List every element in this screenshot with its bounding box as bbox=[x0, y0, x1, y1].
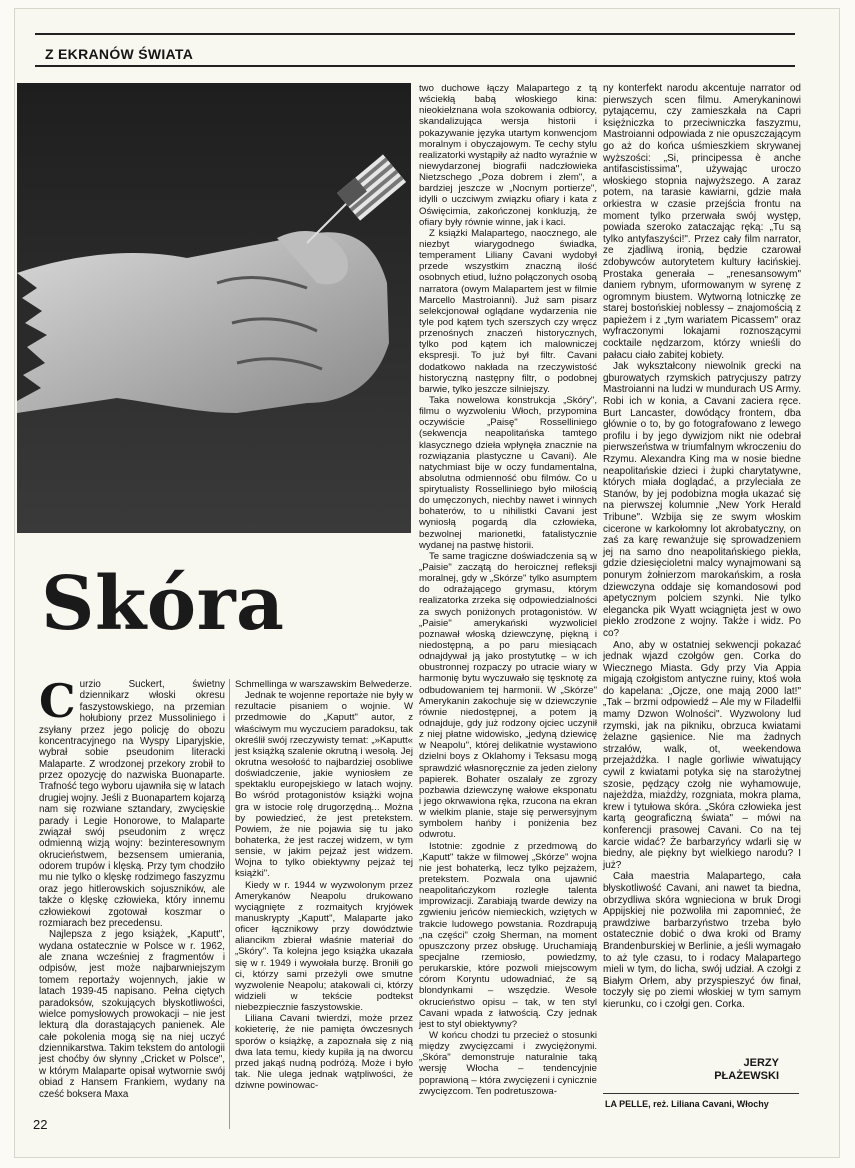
paragraph: Z książki Malapartego, naocznego, ale niezbyt wiarygodnego świadka, temperament Liliany Cavani wydobył przede wszystkim znaczną ilość osobnych etiud, luźno połączonych osobą narratora (owym Malapartem jest w filmie Marcello Mastroianni). Już sam pisarz selekcjonował oglądane wydarzenia nie tyle pod kątem tych szerszych czy wręcz przenośnych znaczeń historycznych, tylko pod kątem ich malowniczej ekspresji. To już był filtr. Cavani dodatkowo nakłada na rzeczywistość historyczną następny filtr, o podobnej barwie, tylko jeszcze silniejszy. bbox=[419, 227, 597, 395]
column-divider bbox=[229, 679, 230, 1129]
paragraph: Najlepsza z jego książek, „Kaputt", wydana ostatecznie w Polsce w r. 1962, ale znana wcześniej z fragmentów i odpisów, jest może najbarwniejszym tomem reportaży wojennych, jakie w latach 1939-45 napisano. Pełna ciętych paradoksów, szokujących błyskotliwości, wielce pomysłowych prowokacji – nie jest lekturą dla dorastających panienek. Ale całe pokolenia mogą się na niej uczyć dziennikarstwa. Takim tekstem do antologii jest choćby ów słynny „Cricket w Polsce", w którym Malaparte opisał wytwornie swój obiad z Hansem Frankiem, wydany na cześć boksera Maxa bbox=[39, 929, 225, 1100]
paragraph: Istotnie: zgodnie z przedmową do „Kaputt" także w filmowej „Skórze" wojna nie jest bohaterką, lecz tylko pejzażem, pretekstem. Pozwala ona ujawnić neapolitańczykom rozległe talenta improwizacji. Zarabiają twarde dewizy na zgwieniu jeńców niemieckich, wziętych w trakcie ludowego powstania. Rozdrapują „na części" czołg Sherman, na moment opuszczony przez obsługę. Uruchamiają specjalne rzemiosło, powiedzmy, perukarskie, które pozwoli miejscowym córom Koryntu udowadniać, że są blondynkami – wszędzie. Wesołe okrucieństwo opisu – tak, w ten styl Cavani wpada z łatwością. Czy jednak jest to styl obiektywny? bbox=[419, 840, 597, 1030]
paragraph: Curzio Suckert, świetny dziennikarz włoski okresu faszystowskiego, na przemian hołubiony przez Mussoliniego i zsyłany przez jego policję do obozu koncentracyjnego na Wyspy Liparyjskie, wybrał sobie pseudonim literacki Malaparte. Z wrodzonej przekory zrobił to przez opozycję do nazwiska Buonaparte. Trafność tego wyboru ujawniła się w latach drugiej wojny. Jeśli z Buonapartem kojarzą nam się rozwiane sztandary, zwycięskie parady i Legie Honorowe, to Malaparte związał swój pseudonim z wręcz odmienną wizją wojny: bezinteresownym okrucieństwem, bezsensem umierania, odorem trupów i klęską. Przy tym chodziło mu nie tylko o klęskę rodzimego faszyzmu oraz jego hitlerowskich sojuszników, ale także o klęskę człowieka, który innemu człowiekowi zgotował koszmar o rozmiarach bez precedensu. bbox=[39, 674, 225, 929]
magazine-page bbox=[14, 8, 840, 1158]
paragraph: Kiedy w r. 1944 w wyzwolonym przez Amerykanów Neapolu drukowano wyciągnięte z rozmaitych kryjówek manuskrypty „Kaputt", Malaparte jako oficer łącznikowy przy dowództwie aliancikm zbierał właśnie materiał do „Skóry". Ta kolejna jego książka ukazała się w r. 1949 i wywołała burzę. Broniłi go ci, którzy sami przeżyli owe smutne wyzwolenie Neapolu; atakowali ci, którzy widzieli w tekście podtekst niebezpiecznie faszystowskie. bbox=[235, 879, 413, 1014]
author-byline: JERZY PŁAŻEWSKI bbox=[714, 1057, 779, 1082]
photo-caption: LA PELLE, reż. Liliana Cavani, Włochy bbox=[605, 1099, 769, 1109]
article-column-3 bbox=[419, 83, 597, 1097]
article-column-1 bbox=[39, 674, 225, 1100]
paragraph: Ano, aby w ostatniej sekwencji pokazać jednak wjazd czołgów gen. Corka do Wiecznego Miasta. Gdy przy Via Appia migają czołgistom antyczne ruiny, ktoś woła do kapelana: „Ojcze, one mają 2000 lat!" „Tak – brzmi odpowiedź – Ale my w Filadelfii mamy Dzwon Wolności". Wyzwolony lud rzymski, jak na pikniku, obrzuca kwiatami żelazne gąsienice. Nie ma żadnych strzałów, walk, ot, weekendowa przejażdżka. I nagle gorliwie wiwatujący cywil z kwiatami potyka się na starożytnej szosie, pędzący czołg nie wyhamowuje, najeżdża, miażdży, rozgniata, mokra plama, krew i tytułowa skóra. „Skóra człowieka jest kartą geograficzną świata" – mówi na konferencji prasowej Cavani. Co na tej karcie widać? Że barbarzyńcy wdarli się w biedny, ale piękny byt wielkiego narodu? I już? bbox=[603, 639, 801, 871]
drop-cap: C bbox=[39, 674, 76, 728]
paragraph: W końcu chodzi tu przecież o stosunki między zwycięzcami i zwyciężonymi. „Skóra" demonstruje naturalnie taką wersję Włocha – tendencyjnie poprawioną – która zwycięzeni i cynicznie zwycięzcom. Ten podretuszowa- bbox=[419, 1029, 597, 1097]
fist-flag-illustration bbox=[17, 83, 411, 533]
paragraph: Jak wykształcony niewolnik grecki na gburowatych rzymskich patrycjuszy patrzy Mastroianni na ludzi w mundurach US Army. Robi ich w konia, a Cavani zaciera ręce. Burt Lancaster, dowódący frontem, dba głównie o to, by go fotografowano z lewego profilu i by jego dywizjom nikt nie odebrał pierwszeństwa w triumfalnym wkroczeniu do Rzymu. Alexandra King ma w nosie biedne neapolitańskie dzieci i żupki charytatywne, których miała doglądać, a przyleciała ze Stanów, by jej podobizna mogła ukazać się na pierwszej kolumnie „New York Herald Tribune". Wzbija się ze swym włoskim cicerone w karkołomny lot akrobatyczny, on zaś za karę rewanżuje się sprowadzeniem jej na samo dno neapolitańskiego piekła, gdzie dziesięcioletni malcy wynajmowani są ponurym żołnierzom marokańskim, a rosła dziewczyna oddaje się komandosowi pod apetycznym polciem szynki. Nie tylko elegancka pik Wyatt wciągnięta jest w owo piekło zrodzone z wojny. Także i widz. Po co? bbox=[603, 361, 801, 639]
section-rule bbox=[35, 65, 795, 67]
article-photo-fist-with-flag bbox=[17, 83, 411, 533]
paragraph: Liliana Cavani twierdzi, może przez kokieterię, że nie pamięta ówczesnych sporów o książkę, a zapoznała się z nią dwa lata temu, kiedy kupiła ją na dworcu przed jakąś nudną podróżą. Może i było tak. Nie ulega jednak wątpliwości, że dziwne powinowac- bbox=[235, 1013, 413, 1092]
paragraph: Cała maestria Malapartego, cała błyskotliwość Cavani, ani nawet ta biedna, obrzydliwa skóra wgnieciona w bruk Drogi Appijskiej nie pozwoliła mi zapomnieć, że prawdziwe barbarzyństwo trzeba było ostatecznie dobić o dwa kroki od Bramy Brandenburskiej w Berlinie, a jeśli wymagało to aż tyle czasu, to i rodacy Malapartego mieli w tym, do licha, swój udział. A czołgi z Białym Orłem, aby przyspieszyć ów finał, toczyły się po ziemi włoskiej w tym samym kierunku, co i czołgi gen. Corka. bbox=[603, 871, 801, 1010]
section-heading: Z EKRANÓW ŚWIATA bbox=[45, 46, 194, 62]
top-rule bbox=[35, 33, 795, 35]
paragraph: Te same tragiczne doświadczenia są w „Paisie" zaczątą do heroicznej refleksji moralnej, gdy w „Skórze" tylko asumptem do odrażającego grymasu, którym realizatorka zrzeka się odpowiedzialności za swych poniżonych protagonistów. W „Paisie" amerykański wyzwoliciel poznawał włoską dziewczynę, piękną i niedostępną, a po paru miesiącach odnajdywał ją jako prostytutkę – w ich obustronnej rozpaczy po utracie wiary w harmonię bytu wyczuwało się tęsknotę za odbudowaniem tej harmonii. W „Skórze" Amerykanin zakochuje się w dziewczynie równie niedostępnej, a potem ją odnajduje, gdy już rodzony ojciec uczynił z niej płatne widowisko, „jedyną dziewicę w Neapolu", której delikatnie wystawiono dzielni boys z Oklahomy i Teksasu mogą sprawdzić własnoręcznie za jeden zielony papierek. Bohater oszalały ze zgrozy pozbawia dziewczynę wałowe eksponatu i jego okrwawiona ręka, rzucona na ekran w wielkim planie, staje się perwersyjnym symbolem hańby i poniżenia bez odwrotu. bbox=[419, 550, 597, 841]
paragraph: two duchowe łączy Malapartego z tą wściekłą babą włoskiego kina: nieokiełznana wola szokowania odbiorcy, skandalizująca wersja historii i pokazywanie języka utartym konwencjom moralnym i obyczajowym. Te cechy stylu realizatorki wystąpiły aż nadto wyraźnie w niewydarzonej biografii nadczłowieka Nietzschego „Poza dobrem i złem", a bardziej jeszcze w „Nocnym portierze", idylli o uczciwym związku ofiary i kata z Oświęcimia, zakończonej konkluzją, że ofiary były równie winne, jak i kaci. bbox=[419, 83, 597, 228]
paragraph: ny konterfekt narodu akcentuje narrator od pierwszych scen filmu. Amerykaninowi pytającemu, czy zamieszkała na Capri księżniczka to przeciwniczka faszyzmu, Mastroianni odpowiada z nie opuszczającym go aż do końca uśmieszkiem skrywanej wyższości: „Si, principessa è anche antifascistissima", używając uroczo włoskiego stopnia najwyższego. A zaraz potem, na tarasie kawiarni, gdzie mała orkiestra w czasie przejścia frontu na moment tylko przerwała swój występ, powiada szeroko zataczając ręką: „Tu są tylko antyfaszyści!". Przez cały film narrator, ze zjadliwą ironią, będzie czarował zdobywców autorytetem kultury łacińskiej. Prostaka generała – „renesansowym" daniem rybnym, uformowanym w syrenę z ogromnym biustem. Wytworną lotniczkę ze starej bostońskiej noblessy – znajomością z papieżem i z „tym wariatem Picassem" oraz wyfraczonymi lokajami roznoszącymi cocktaile nędzarzom, którzy wnieśli do pałacu ciało zabitej kobiety. bbox=[603, 83, 801, 361]
paragraph: Schmellinga w warszawskim Belwederze. bbox=[235, 679, 413, 690]
article-column-4 bbox=[603, 83, 801, 1011]
paragraph: Jednak te wojenne reportaże nie były w rezultacie pisaniem o wojnie. W przedmowie do „Kaputt" autor, z właściwym mu wyczuciem paradoksu, tak określił swój rzeczywisty temat: „»Kaputt« jest książką szalenie okrutną i wesołą. Jej okrutna wesołość to najbardziej osobliwe doświadczenie, jakie wyniosłem ze spektaklu europejskiego w latach wojny. Bo wśród protagonistów książki wojna gra w istocie rolę drugorzędną... Można by powiedzieć, że jest pretekstem. Powiem, że nie pojawia się tu jako bohaterka, że jest raczej widzem, w tym sensie, w jakim pejzaż jest widzem. Wojna to tylko obiektywny pejzaż tej książki". bbox=[235, 690, 413, 880]
paragraph: Taka nowelowa konstrukcja „Skóry", filmu o wyzwoleniu Włoch, przypomina oczywiście „Paisę" Rosselliniego (sekwencja neapolitańska tamtego klasycznego dzieła wpłynęła znacznie na rozwiązania plastyczne u Cavani). Ale natychmiast bije w oczy fundamentalna, absolutna odmienność obu filmów. Co u spirytualisty Rosselliniego było miłością do umęczonych, niechby nawet i winnych bohaterów, to u nihilistki Cavani jest wyniosłą pogardą dla człowieka, bezwolnej marionetki, fatalistycznie wydanej na pastwę historii. bbox=[419, 394, 597, 551]
article-column-2 bbox=[235, 679, 413, 1091]
article-title: Skóra bbox=[41, 561, 285, 647]
caption-rule bbox=[603, 1093, 799, 1094]
page-number: 22 bbox=[33, 1117, 48, 1132]
